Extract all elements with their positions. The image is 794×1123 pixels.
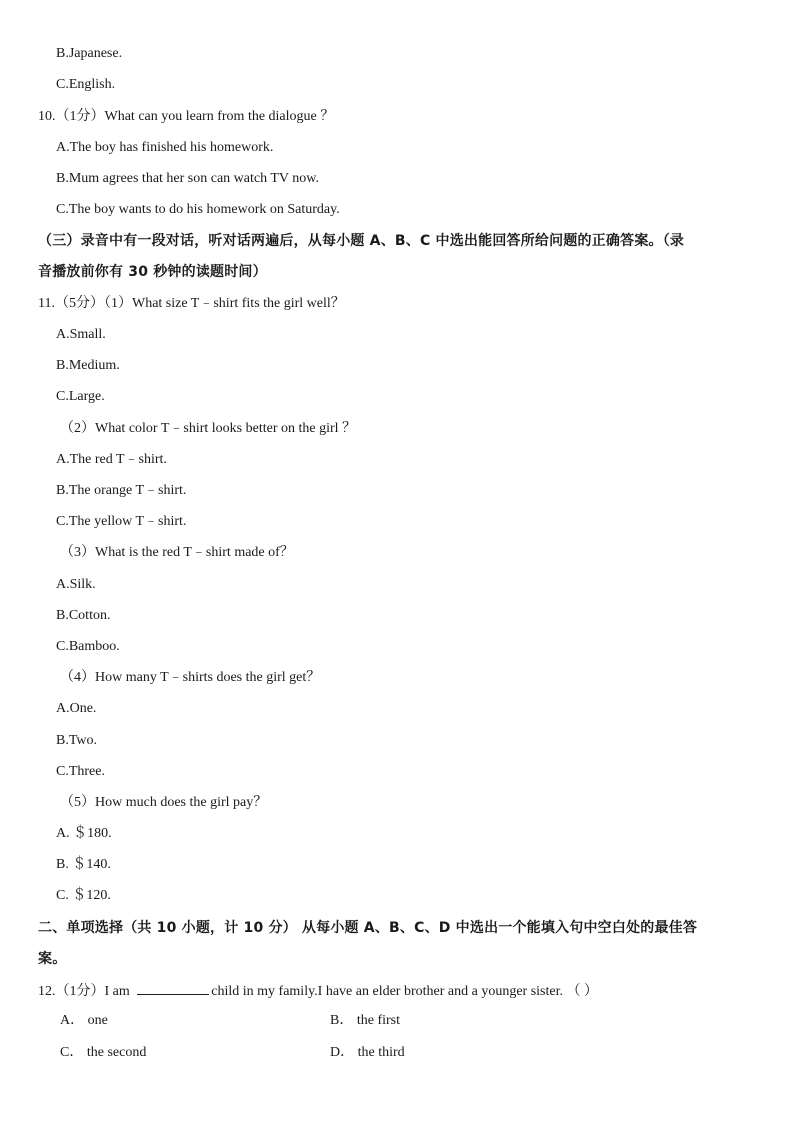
q12-option-b: B． the first	[330, 1013, 400, 1028]
q11-5-stem: （5）How much does the girl pay？	[60, 795, 268, 810]
q11-5-option-b: B. ＄140.	[56, 857, 111, 872]
q11-1-option-c: C.Large.	[56, 389, 105, 404]
q11-2-stem: （2）What color T﹣shirt looks better on the girl ？	[60, 421, 357, 436]
q11-3-option-c: C.Bamboo.	[56, 639, 120, 654]
part-2-instructions-cont: 案。	[38, 951, 67, 967]
q11-2-option-b: B.The orange T﹣shirt.	[56, 483, 187, 498]
q11-4-option-a: A.One.	[56, 701, 97, 716]
q9-option-b: B.Japanese.	[56, 46, 123, 61]
q11-5-option-c: C. ＄120.	[56, 888, 111, 903]
q10-option-c: C.The boy wants to do his homework on Saturday.	[56, 202, 340, 217]
q11-3-stem: （3）What is the red T﹣shirt made of？	[60, 545, 294, 560]
q9-option-c: C.English.	[56, 77, 116, 92]
q12-option-a: A． one	[60, 1013, 108, 1028]
q11-3-option-a: A.Silk.	[56, 577, 96, 592]
part-2-instructions: 二、单项选择（共 10 小题，计 10 分） 从每小题 A、B、C、D 中选出一个能填入句中空白处的最佳答	[38, 920, 698, 936]
answer-blank	[137, 980, 209, 995]
q10-option-b: B.Mum agrees that her son can watch TV now.	[56, 171, 319, 186]
section-3-instructions: （三）录音中有一段对话，听对话两遍后，从每小题 A、B、C 中选出能回答所给问题的正确答案。（录	[38, 233, 685, 249]
q12-stem-start: 12.（1分）I am	[38, 984, 134, 999]
q11-1-option-a: A.Small.	[56, 327, 106, 342]
q11-4-option-c: C.Three.	[56, 764, 105, 779]
q11-4-option-b: B.Two.	[56, 733, 98, 748]
section-3-instructions-cont: 音播放前你有 30 秒钟的读题时间）	[38, 264, 267, 280]
q12-option-c: C． the second	[60, 1045, 147, 1060]
q11-3-option-b: B.Cotton.	[56, 608, 111, 623]
q12-option-d: D． the third	[330, 1045, 405, 1060]
q11-4-stem: （4）How many T﹣shirts does the girl get？	[60, 670, 321, 685]
q11-stem: 11.（5分）（1）What size T﹣shirt fits the girl well？	[38, 296, 345, 311]
q12-stem	[38, 980, 598, 1002]
q11-1-option-b: B.Medium.	[56, 358, 120, 373]
q10-stem: 10.（1分）What can you learn from the dialogue ？	[38, 109, 335, 124]
q11-2-option-c: C.The yellow T﹣shirt.	[56, 514, 187, 529]
q11-5-option-a: A. ＄180.	[56, 826, 112, 841]
q11-2-option-a: A.The red T﹣shirt.	[56, 452, 167, 467]
q10-option-a: A.The boy has finished his homework.	[56, 140, 274, 155]
q12-stem-end: child in my family.I have an elder brother and a younger sister. （ ）	[211, 984, 598, 999]
